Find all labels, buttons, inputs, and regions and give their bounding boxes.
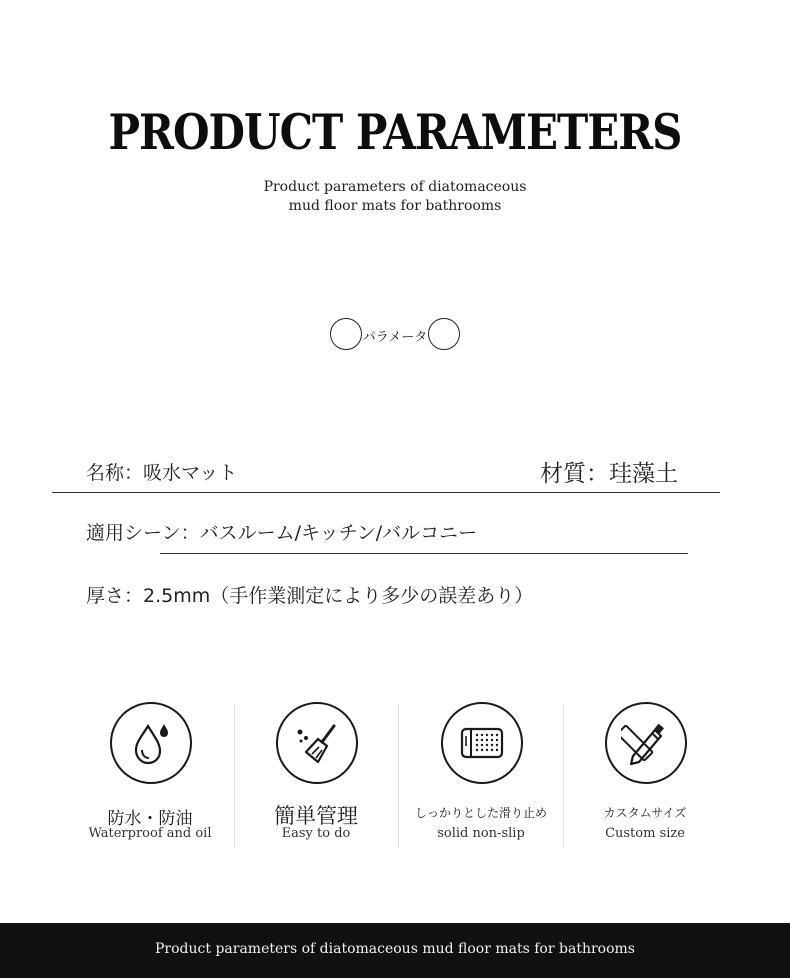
feature-divider [398,704,399,848]
subtitle-line-1: Product parameters of diatomaceous [263,179,527,195]
feature-subtitle: Easy to do [281,826,351,841]
broom-icon [276,702,358,784]
subtitle-line-2: mud floor mats for bathrooms [288,198,502,214]
feature-title: 防水・防油 [107,809,193,829]
feature-waterproof [70,700,230,850]
feature-custom-size [565,700,725,850]
divider-line [52,492,720,493]
divider-line [160,553,688,554]
param-scene: 適用シーン：バスルーム/キッチン/バルコニー [86,522,478,544]
section-label-badge [330,318,460,352]
feature-subtitle: Custom size [605,826,685,841]
feature-subtitle: Waterproof and oil [88,826,212,841]
param-name: 名称：吸水マット [86,462,238,484]
footer-text: Product parameters of diatomaceous mud floor mats for bathrooms [155,941,635,957]
feature-easy-care [236,700,396,850]
feature-title: カスタムサイズ [603,806,687,820]
feature-non-slip [401,700,561,850]
feature-subtitle: solid non-slip [437,826,525,841]
footer-bar [0,923,790,978]
page-title: PRODUCT PARAMETERS [108,104,682,161]
page-subtitle [0,178,790,216]
ruler-pencil-icon [605,702,687,784]
water-drop-icon [110,702,192,784]
feature-divider [234,704,235,848]
mat-icon [441,702,523,784]
param-material: 材質：珪藻土 [540,461,678,487]
feature-divider [563,704,564,848]
section-label: パラメータ [362,330,428,345]
feature-title: しっかりとした滑り止め [414,806,547,820]
param-thickness: 厚さ：2.5mm（手作業測定により多少の誤差あり） [86,585,534,607]
feature-title: 簡単管理 [274,804,358,828]
